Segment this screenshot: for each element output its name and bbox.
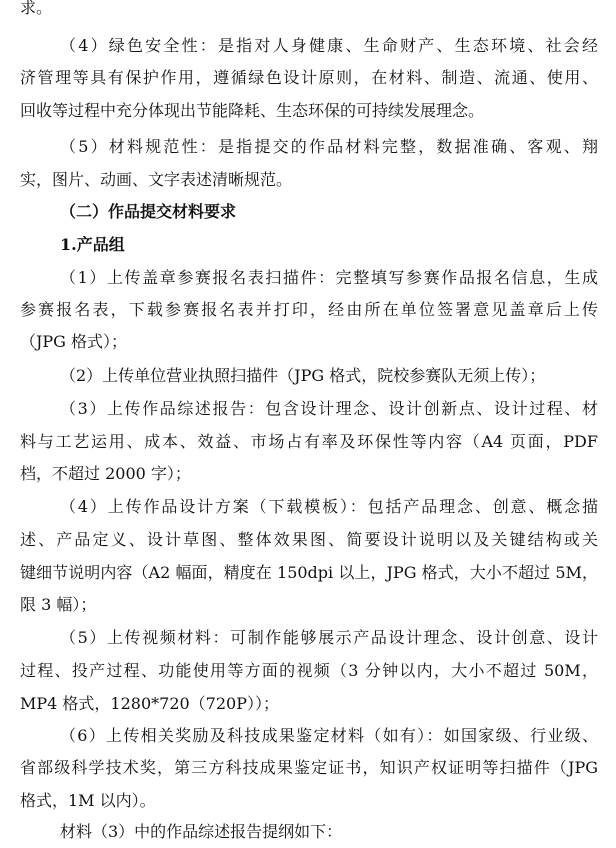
text-line: 实，图片、动画、文字表述清晰规范。 [20, 170, 293, 189]
text-line: 济管理等具有保护作用，遵循绿色设计原则，在材料、制造、流通、使用、 [20, 68, 598, 87]
text-line: （JPG 格式）； [20, 332, 128, 351]
text-line: 过程、投产过程、功能使用等方面的视频（3 分钟以内，大小不超过 50M， [20, 661, 598, 680]
text-line: 回收等过程中充分体现出节能降耗、生态环保的可持续发展理念。 [20, 101, 485, 120]
text-line: 参赛报名表，下载参赛报名表并打印，经由所在单位签署意见盖章后上传 [20, 300, 598, 319]
text-line: 档，不超过 2000 字）； [20, 464, 191, 483]
outline-intro: 材料（3）中的作品综述报告提纲如下： [60, 822, 343, 841]
list-item-3: （3）上传作品综述报告：包含设计理念、设计创新点、设计过程、材 [60, 399, 598, 418]
list-item-4: （4）上传作品设计方案（下载模板）：包括产品理念、创意、概念描 [60, 497, 598, 516]
text-line: 省部级科学技术奖，第三方科技成果鉴定证书，知识产权证明等扫描件（JPG [20, 758, 598, 777]
list-item-5: （5）上传视频材料：可制作能够展示产品设计理念、设计创意、设计 [60, 628, 598, 647]
paragraph-line-green-safety: （4）绿色安全性：是指对人身健康、生命财产、生态环境、社会经 [60, 36, 598, 55]
list-item-2: （2）上传单位营业执照扫描件（JPG 格式，院校参赛队无须上传）； [60, 366, 546, 385]
text-line: 料与工艺运用、成本、效益、市场占有率及环保性等内容（A4 页面，PDF [20, 432, 598, 451]
section-heading: （二）作品提交材料要求 [60, 202, 237, 221]
text-line: MP4 格式，1280*720（720P））； [20, 694, 279, 713]
text-line: 键细节说明内容（A2 幅面，精度在 150dpi 以上，JPG 格式，大小不超过 5M， [20, 563, 598, 582]
list-item-6: （6）上传相关奖励及科技成果鉴定材料（如有）：如国家级、行业级、 [60, 726, 598, 745]
subsection-heading: 1.产品组 [60, 235, 125, 254]
text-line: 述、产品定义、设计草图、整体效果图、简要设计说明以及关键结构或关 [20, 530, 598, 549]
text-line: 格式，1M 以内）。 [20, 791, 156, 810]
list-item-1: （1）上传盖章参赛报名表扫描件：完整填写参赛作品报名信息，生成 [60, 268, 598, 287]
text-line: 求。 [20, 0, 53, 17]
paragraph-line-material-standard: （5）材料规范性：是指提交的作品材料完整，数据准确、客观、翔 [60, 137, 598, 156]
text-line: 限 3 幅）； [20, 595, 97, 614]
